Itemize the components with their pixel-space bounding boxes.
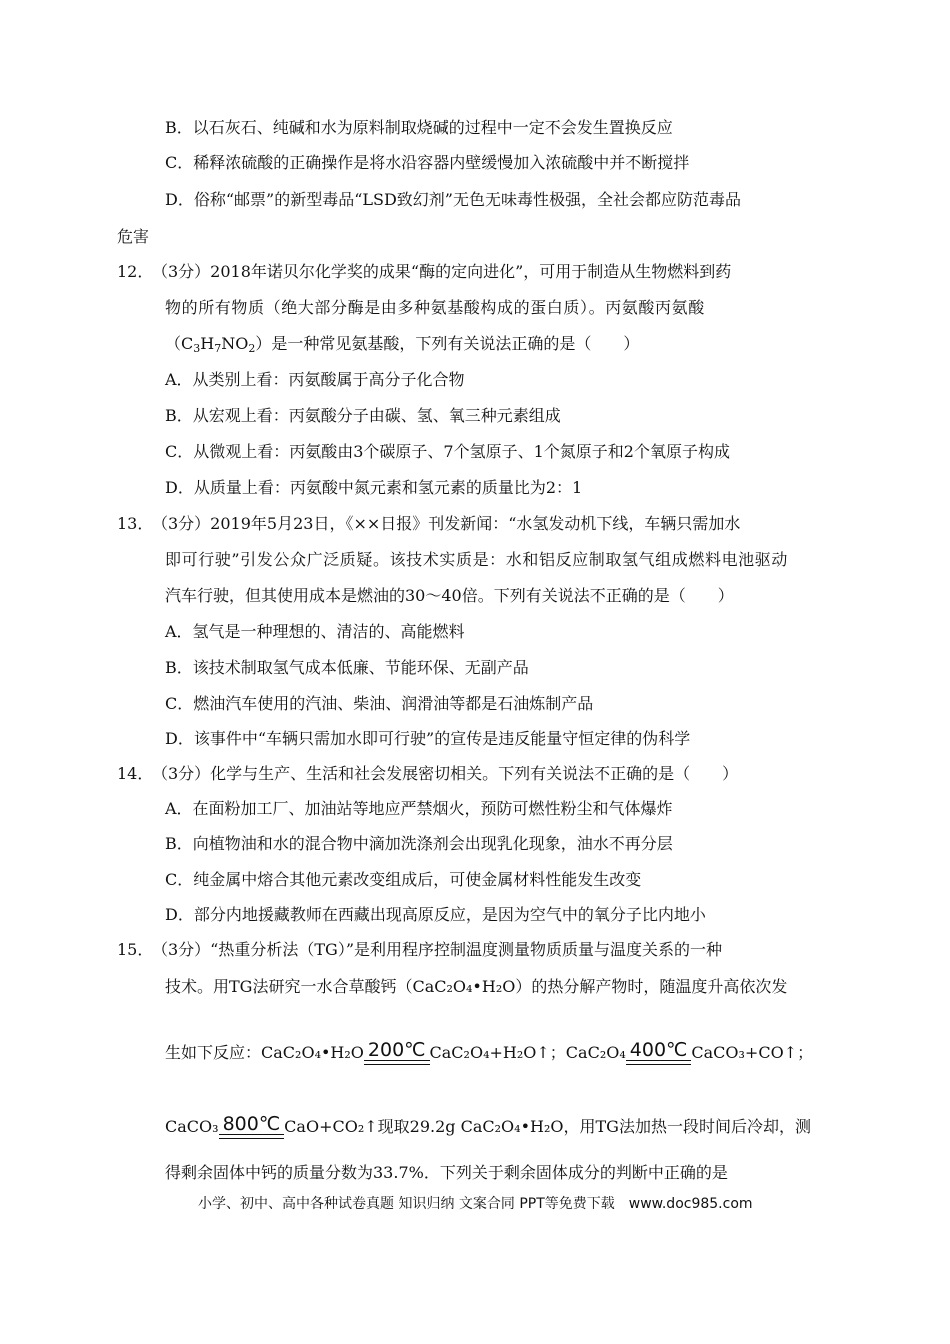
q15-reaction3-line — [165, 1114, 811, 1137]
q11-option-d-continued: 危害 — [117, 227, 150, 246]
q14-option-b: B．向植物油和水的混合物中滴加洗涤剂会出现乳化现象，油水不再分层 — [165, 834, 673, 853]
q13-stem-line2: 即可行驶”引发公众广泛质疑。该技术实质是：水和铝反应制取氢气组成燃料电池驱动 — [165, 550, 788, 569]
q15-stem-line1: （3分）“热重分析法（TG）”是利用程序控制温度测量物质质量与温度关系的一种 — [152, 940, 722, 959]
q11-option-d: D．俗称“邮票”的新型毒品“LSD致幻剂”无色无味毒性极强，全社会都应防范毒品 — [165, 190, 741, 209]
q15-reaction2-condition: 400℃ — [626, 1040, 692, 1060]
q15-reaction2-reactant: CaC₂O₄ — [565, 1043, 626, 1062]
q14-option-d: D．部分内地援藏教师在西藏出现高原反应，是因为空气中的氧分子比内地小 — [165, 905, 706, 924]
q15-reaction3-condition: 800℃ — [219, 1114, 285, 1134]
q15-reaction1-products: CaC₂O₄+H₂O↑； — [429, 1043, 566, 1062]
q13-option-b: B．该技术制取氢气成本低廉、节能环保、无副产品 — [165, 658, 529, 677]
q12-option-a: A．从类别上看：丙氨酸属于高分子化合物 — [165, 370, 465, 389]
q12-option-d: D．从质量上看：丙氨酸中氮元素和氢元素的质量比为2：1 — [165, 478, 583, 497]
q13-stem-line1: （3分）2019年5月23日，《××日报》刊发新闻：“水氢发动机下线，车辆只需加水 — [152, 514, 741, 533]
q13-option-d: D．该事件中“车辆只需加水即可行驶”的宣传是违反能量守恒定律的伪科学 — [165, 729, 691, 748]
q15-reactions-line — [165, 1040, 813, 1063]
q12-stem-line3: $(C_3H_7NO_2)$是一种常见氨基酸，下列有关说法正确的是（ ） — [165, 334, 640, 355]
q11-option-c: C．稀释浓硫酸的正确操作是将水沿容器内壁缓慢加入浓硫酸中并不断搅拌 — [165, 153, 690, 172]
q15-reaction3-products-and-text: CaO+CO₂↑现取29.2g CaC₂O₄•H₂O，用TG法加热一段时间后冷却，测 — [284, 1117, 811, 1136]
q14-option-a: A．在面粉加工厂、加油站等地应严禁烟火，预防可燃性粉尘和气体爆炸 — [165, 799, 673, 818]
q15-number: 15． — [117, 940, 154, 959]
q12-number: 12． — [117, 262, 154, 281]
q13-option-c: C．燃油汽车使用的汽油、柴油、润滑油等都是石油炼制产品 — [165, 694, 594, 713]
q13-stem-line3: 汽车行驶，但其使用成本是燃油的30～40倍。下列有关说法不正确的是（ ） — [165, 586, 734, 605]
q15-stem-line5: 得剩余固体中钙的质量分数为33.7%．下列关于剩余固体成分的判断中正确的是 — [165, 1163, 728, 1182]
q15-reaction1-condition: 200℃ — [364, 1040, 430, 1060]
q12-stem-line2: 物的所有物质（绝大部分酶是由多种氨基酸构成的蛋白质）。丙氨酸丙氨酸 — [165, 298, 705, 317]
q12-option-c: C．从微观上看：丙氨酸由3个碳原子、7个氢原子、1个氮原子和2个氧原子构成 — [165, 442, 730, 461]
q15-reaction2-products: CaCO₃+CO↑； — [691, 1043, 814, 1062]
q14-option-c: C．纯金属中熔合其他元素改变组成后，可使金属材料性能发生改变 — [165, 870, 642, 889]
q14-number: 14． — [117, 764, 154, 783]
q12-stem-line1: （3分）2018年诺贝尔化学奖的成果“酶的定向进化”，可用于制造从生物燃料到药 — [152, 262, 732, 281]
q13-option-a: A．氢气是一种理想的、清洁的、高能燃料 — [165, 622, 465, 641]
q15-reaction1-reactant: CaC₂O₄•H₂O — [261, 1043, 364, 1062]
q13-number: 13． — [117, 514, 154, 533]
q14-stem: （3分）化学与生产、生活和社会发展密切相关。下列有关说法不正确的是（ ） — [152, 764, 739, 783]
q15-reaction-prefix: 生如下反应： — [165, 1043, 262, 1062]
q15-stem-line2: 技术。用TG法研究一水合草酸钙（CaC₂O₄•H₂O）的热分解产物时，随温度升高依次发 — [165, 977, 788, 996]
page-footer: 小学、初中、高中各种试卷真题 知识归纳 文案合同 PPT等免费下载 www.doc985.com — [198, 1196, 753, 1212]
q11-option-b: B．以石灰石、纯碱和水为原料制取烧碱的过程中一定不会发生置换反应 — [165, 118, 673, 137]
q15-reaction3-reactant: CaCO₃ — [165, 1117, 219, 1136]
q12-option-b: B．从宏观上看：丙氨酸分子由碳、氢、氧三种元素组成 — [165, 406, 561, 425]
